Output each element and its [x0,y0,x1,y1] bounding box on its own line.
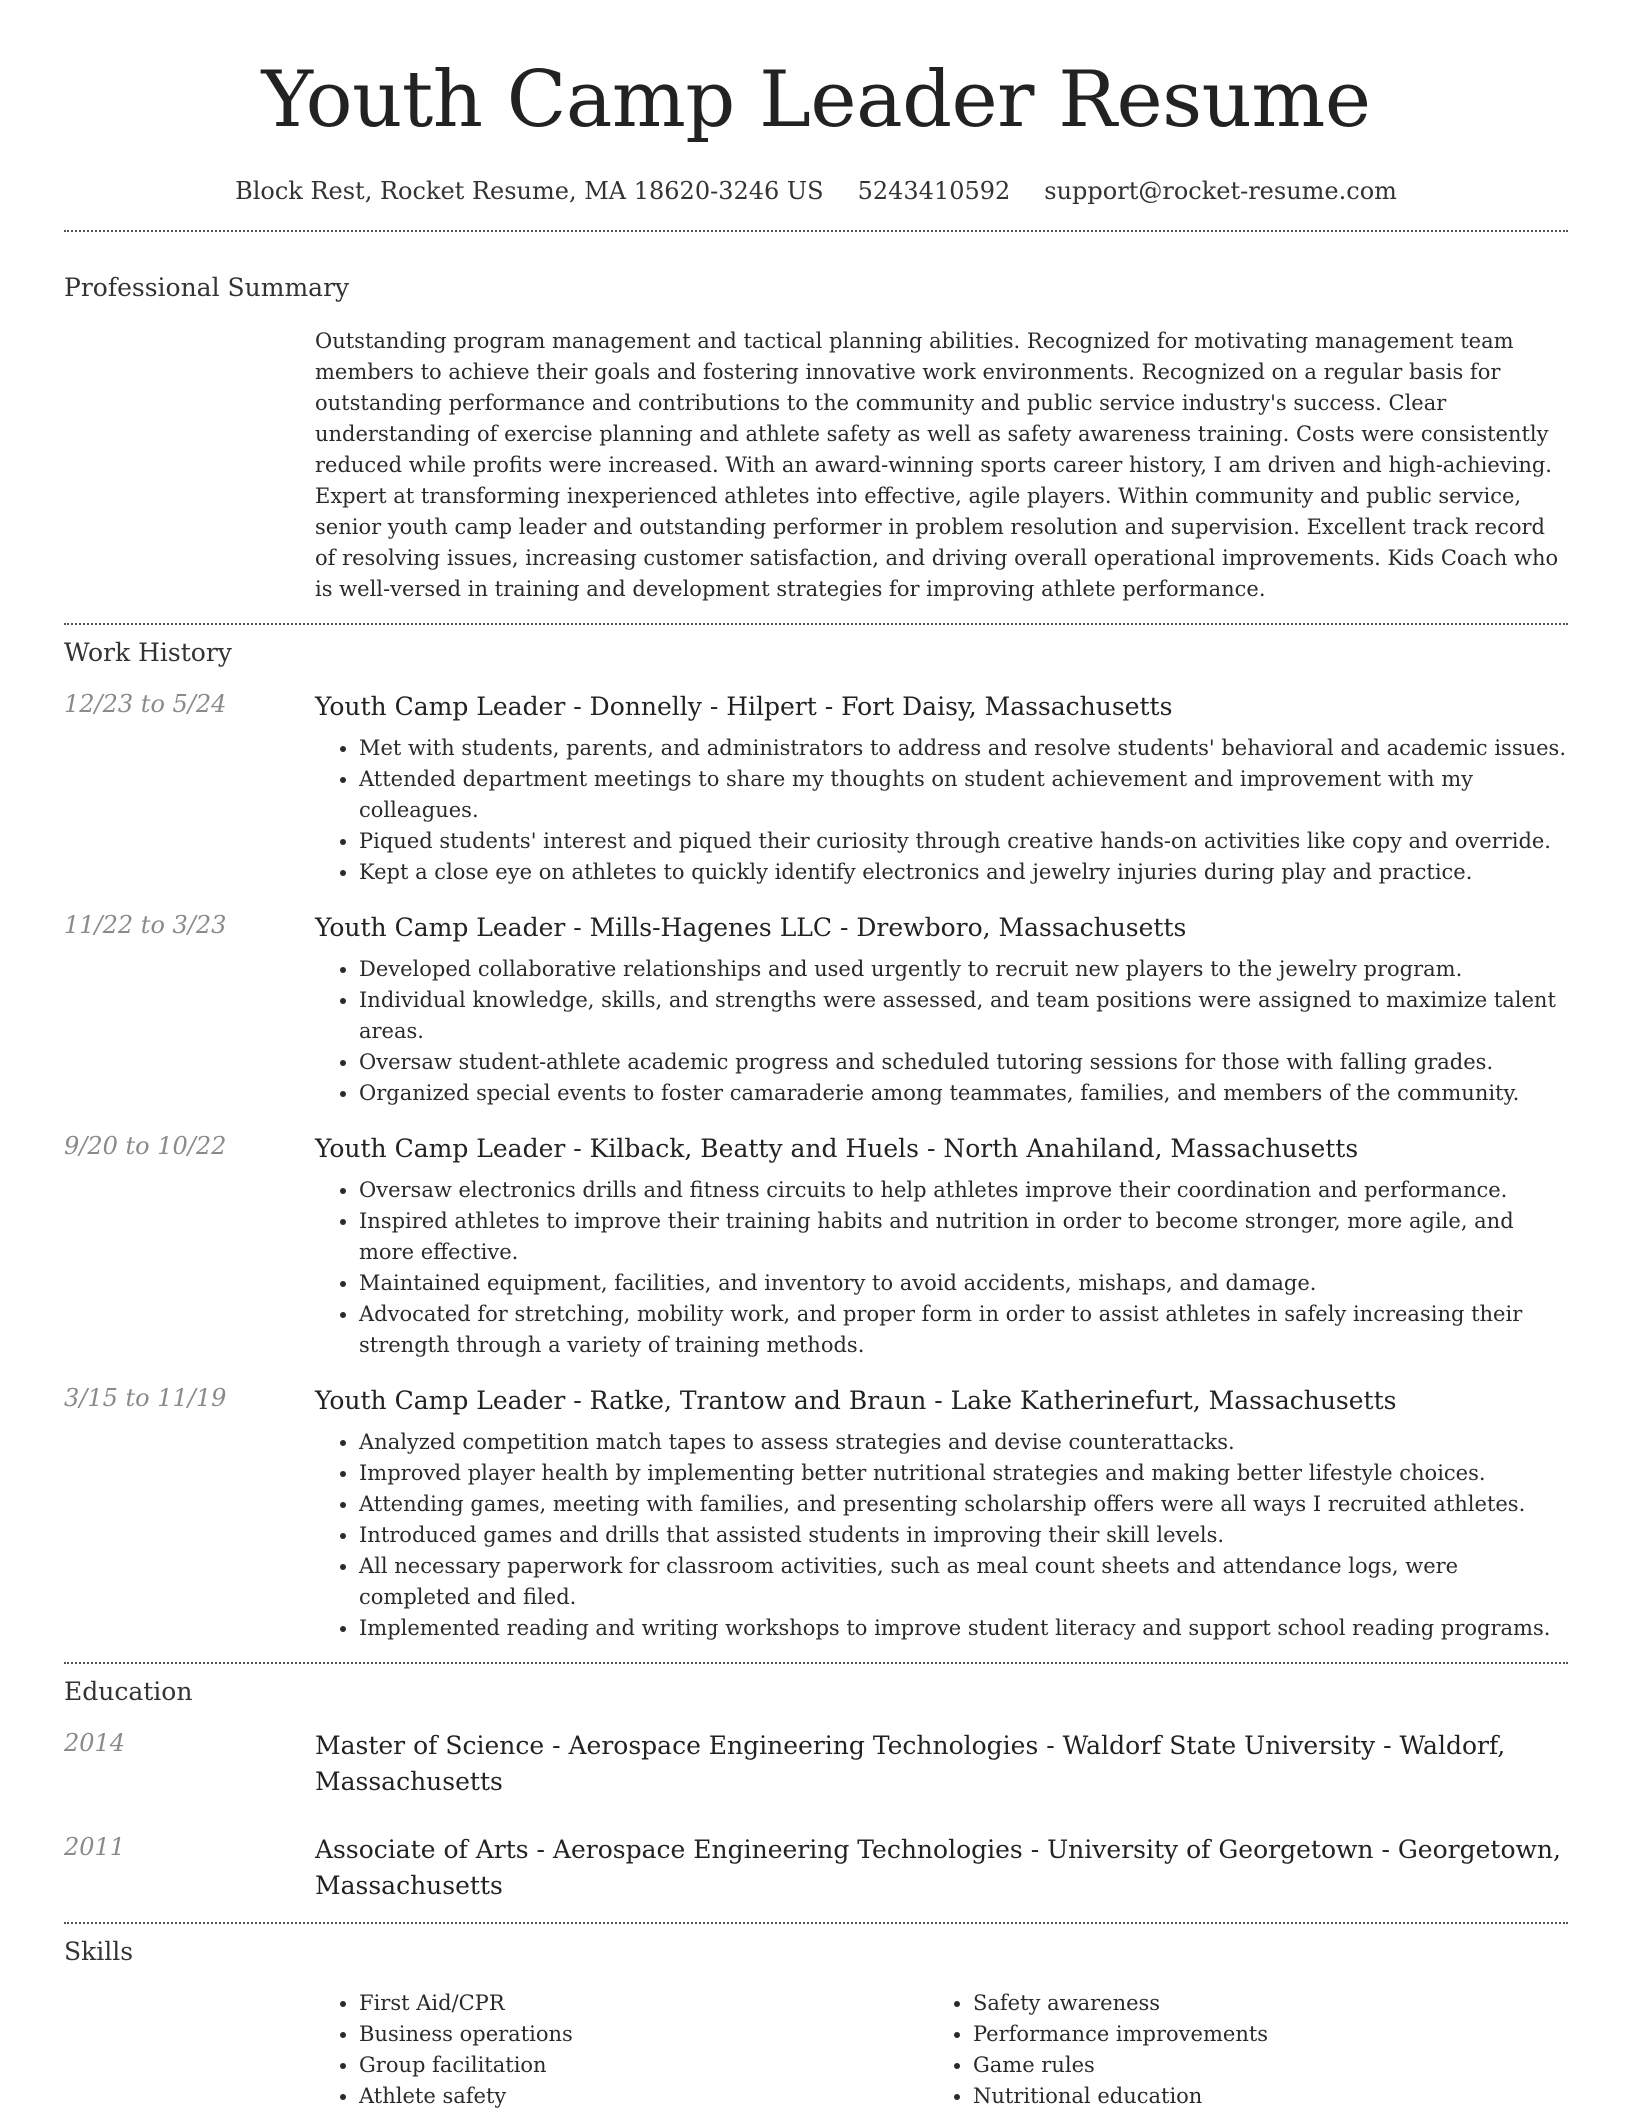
skills-row [64,1988,1568,2112]
job-dates: 12/23 to 5/24 [64,690,227,718]
skill-item: • First Aid/CPR [359,1988,929,2019]
job-bullets [315,954,1568,1109]
list-item: • Attending games, meeting with families, and presenting scholarship offers were all ways I recruited athletes. [359,1489,1568,1520]
job-details: - Ratke, Trantow and Braun - Lake Katherinefurt, Massachusetts [565,1386,1397,1415]
list-item: • All necessary paperwork for classroom activities, such as meal count sheets and attendance logs, were completed and filed. [359,1551,1568,1613]
job-role: Youth Camp Leader [315,1134,566,1163]
list-item: • Advocated for stretching, mobility work, and proper form in order to assist athletes in safely increasing their strength through a variety of training methods. [359,1299,1568,1361]
skills-columns [315,1988,1568,2112]
skill-item: • Business operations [359,2019,929,2050]
job-details: - Kilback, Beatty and Huels - North Anahiland, Massachusetts [565,1134,1359,1163]
list-item: • Kept a close eye on athletes to quickly identify electronics and jewelry injuries during play and practice. [359,857,1568,888]
job-heading [315,689,1568,725]
section-title-work: Work History [64,638,232,667]
section-title-summary: Professional Summary [64,273,350,302]
education-year: 2011 [64,1833,126,1861]
skill-item: • Safety awareness [973,1988,1543,2019]
job-bullets [315,1175,1568,1361]
address: Block Rest, Rocket Resume, MA 18620-3246 US [235,177,824,205]
phone: 5243410592 [857,177,1011,205]
list-item: • Piqued students' interest and piqued their curiosity through creative hands-on activities like copy and override. [359,826,1568,857]
contact-line [64,176,1568,206]
degree: Master of Science - Aerospace Engineering Technologies [315,1731,1039,1760]
divider [64,230,1568,232]
education-heading [315,1728,1568,1800]
job-bullets [315,1427,1568,1644]
list-item: • Maintained equipment, facilities, and inventory to avoid accidents, mishaps, and damage. [359,1268,1568,1299]
school: - Waldorf State University - Waldorf, Massachusetts [315,1731,1506,1796]
resume-page [64,0,1568,2112]
job-dates: 11/22 to 3/23 [64,911,227,939]
job-dates: 3/15 to 11/19 [64,1384,227,1412]
education-entry [64,1728,1568,1800]
list-item: • Improved player health by implementing better nutritional strategies and making better lifestyle choices. [359,1458,1568,1489]
education-heading [315,1832,1568,1904]
job-entry [64,1383,1568,1644]
list-item: • Developed collaborative relationships and used urgently to recruit new players to the jewelry program. [359,954,1568,985]
skill-item: • Performance improvements [973,2019,1543,2050]
section-title-skills: Skills [64,1937,134,1966]
school: - University of Georgetown - Georgetown, Massachusetts [315,1835,1561,1900]
skills-list-left [315,1988,929,2112]
list-item: • Inspired athletes to improve their training habits and nutrition in order to become stronger, more agile, and more effective. [359,1206,1568,1268]
list-item: • Attended department meetings to share my thoughts on student achievement and improvement with my colleagues. [359,764,1568,826]
skill-item: • Nutritional education [973,2081,1543,2112]
list-item: • Oversaw student-athlete academic progress and scheduled tutoring sessions for those with falling grades. [359,1047,1568,1078]
job-bullets [315,733,1568,888]
job-details: - Mills-Hagenes LLC - Drewboro, Massachusetts [565,913,1187,942]
job-role: Youth Camp Leader [315,692,566,721]
job-heading [315,1131,1568,1167]
divider [64,1922,1568,1924]
list-item: • Individual knowledge, skills, and strengths were assessed, and team positions were assigned to maximize talent areas. [359,985,1568,1047]
resume-title: Youth Camp Leader Resume [261,55,1371,145]
list-item: • Oversaw electronics drills and fitness circuits to help athletes improve their coordination and performance. [359,1175,1568,1206]
skill-item: • Group facilitation [359,2050,929,2081]
divider [64,623,1568,625]
job-entry [64,689,1568,888]
list-item: • Introduced games and drills that assisted students in improving their skill levels. [359,1520,1568,1551]
summary-row [64,326,1568,605]
list-item: • Analyzed competition match tapes to assess strategies and devise counterattacks. [359,1427,1568,1458]
education-entry [64,1832,1568,1904]
job-dates: 9/20 to 10/22 [64,1132,227,1160]
skill-item: • Game rules [973,2050,1543,2081]
degree: Associate of Arts - Aerospace Engineering Technologies [315,1835,1023,1864]
job-details: - Donnelly - Hilpert - Fort Daisy, Massachusetts [565,692,1173,721]
job-entry [64,910,1568,1109]
divider [64,1662,1568,1664]
email-link[interactable]: support@rocket-resume.com [1044,177,1397,205]
list-item: • Organized special events to foster camaraderie among teammates, families, and members of the community. [359,1078,1568,1109]
job-entry [64,1131,1568,1361]
skill-item: • Athlete safety [359,2081,929,2112]
education-year: 2014 [64,1729,126,1757]
job-heading [315,910,1568,946]
skills-list-right [929,1988,1543,2112]
job-heading [315,1383,1568,1419]
job-role: Youth Camp Leader [315,913,566,942]
section-title-education: Education [64,1677,193,1706]
job-role: Youth Camp Leader [315,1386,566,1415]
list-item: • Met with students, parents, and administrators to address and resolve students' behavioral and academic issues. [359,733,1568,764]
list-item: • Implemented reading and writing workshops to improve student literacy and support school reading programs. [359,1613,1568,1644]
summary-text: Outstanding program management and tactical planning abilities. Recognized for motivating management team members to achieve their goals and fostering innovative work environments. Recognized on a regular basis for outstanding performance and contributions to the community and public service industry's success. Clear understanding of exercise planning and athlete safety as well as safety awareness training. Costs were consistently reduced while profits were increased. With an award-winning sports career history, I am driven and high-achieving. Expert at transforming inexperienced athletes into effective, agile players. Within community and public service, senior youth camp leader and outstanding performer in problem resolution and supervision. Excellent track record of resolving issues, increasing customer satisfaction, and driving overall operational improvements. Kids Coach who is well-versed in training and development strategies for improving athlete performance. [315,329,1559,601]
